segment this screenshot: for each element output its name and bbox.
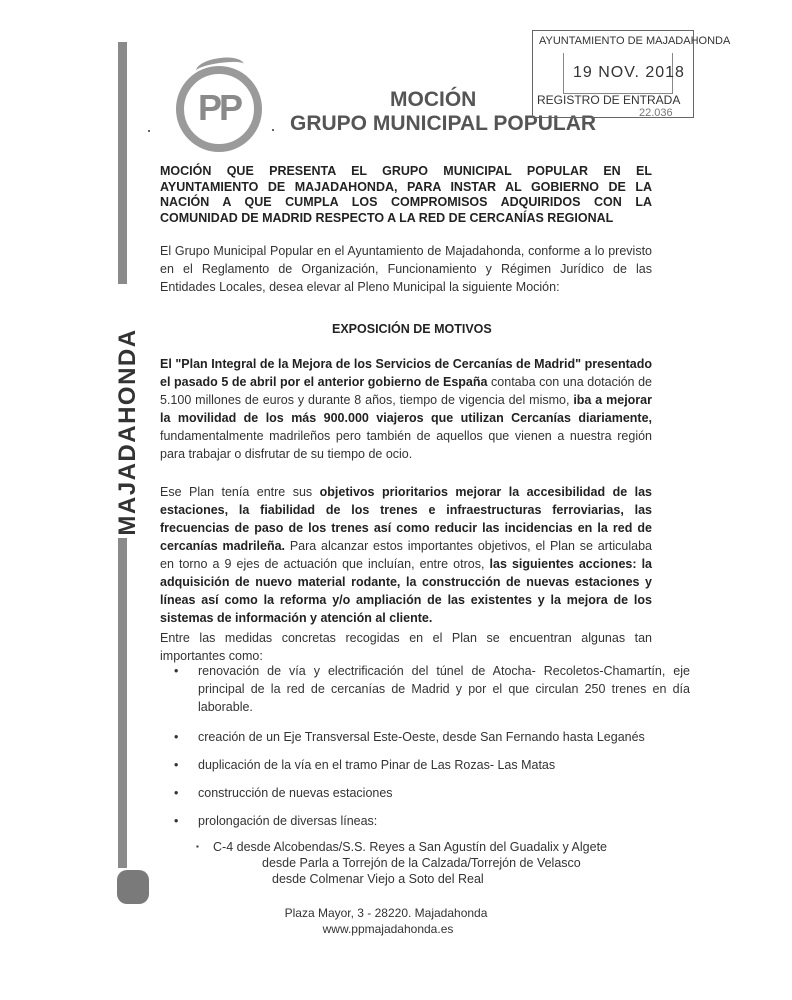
logo-text: PP [197,87,241,128]
paragraph-2 [160,483,652,627]
stamp-registry: REGISTRO DE ENTRADA [537,93,681,107]
stamp-organization: AYUNTAMIENTO DE MAJADAHONDA [539,35,731,47]
stamp-date: 19 NOV. 2018 [573,64,685,81]
list-item: • construcción de nuevas estaciones [160,784,690,802]
sidebar-bar-bottom [118,538,127,868]
page-subtitle: GRUPO MUNICIPAL POPULAR [290,112,597,135]
sidebar-bar-top [118,42,127,284]
section-title: EXPOSICIÓN DE MOTIVOS [332,322,492,336]
p1-text-2: fundamentalmente madrileños pero también de aquellos que vienen a nuestra región para trabajar o disfrutar de su tiempo de ocio. [160,429,652,461]
p2-text-2: Para alcanzar estos importantes objetivos, el Plan se articulaba en torno a 9 ejes de actuación que incluían, entre otros, [160,539,652,571]
footer-address: Plaza Mayor, 3 - 28220. Majadahonda [284,906,488,920]
p1-bold-2: iba a mejorar la movilidad de los más 900.000 viajeros que utilizan Cercanías diariamente, [160,393,652,425]
list-item: • duplicación de la vía en el tramo Pinar de Las Rozas- Las Matas [160,756,690,774]
scan-dot [148,130,150,132]
p1-bold-1: El "Plan Integral de la Mejora de los Servicios de Cercanías de Madrid" presentado el pasado 5 de abril por el anterior gobierno de España [160,357,652,389]
footer-website: www.ppmajadahonda.es [322,922,454,936]
p2-text-1: Ese Plan tenía entre sus [160,485,320,499]
list-item: • renovación de vía y electrificación del túnel de Atocha- Recoletos-Chamartín, eje principal de la red de cercanías de Madrid y por el que circulan 250 trenes en día laborable. [160,662,690,716]
paragraph-1 [160,355,652,463]
list-item: • prolongación de diversas líneas: [160,812,690,830]
stamp-number: 22.036 [639,107,673,119]
p2-bold-2: las siguientes acciones: la adquisición de nuevo material rodante, la construcción de nuevas estaciones y líneas así como la reforma y/o ampliación de las existentes y la mejora de los sistemas de información y atención al cliente. [160,557,652,625]
list-item: • creación de un Eje Transversal Este-Oeste, desde San Fernando hasta Leganés [160,728,690,746]
sidebar-label: MAJADAHONDA [114,328,141,536]
sidebar-dot [117,870,149,904]
sub-list-item: desde Colmenar Viejo a Soto del Real [272,872,484,886]
scan-dot [272,129,274,131]
paragraph-3: Entre las medidas concretas recogidas en el Plan se encuentran algunas tan importantes como: [160,631,652,663]
sub-list-item: ▪ C-4 desde Alcobendas/S.S. Reyes a San Agustín del Guadalix y Algete [213,840,607,854]
motion-heading: MOCIÓN QUE PRESENTA EL GRUPO MUNICIPAL POPULAR EN EL AYUNTAMIENTO DE MAJADAHONDA, PARA INSTAR AL GOBIERNO DE LA NACIÓN A QUE CUMPLA LOS COMPROMISOS ADQUIRIDOS CON LA COMUNIDAD DE MADRID RESPECTO A LA RED DE CERCANÍAS REGIONAL [160,164,652,225]
intro-paragraph: El Grupo Municipal Popular en el Ayuntamiento de Majadahonda, conforme a lo previsto en el Reglamento de Organización, Funcionamiento y Régimen Jurídico de las Entidades Locales, desea elevar al Pleno Municipal la siguiente Moción: [160,244,652,294]
p2-bold-1: objetivos prioritarios mejorar la accesibilidad de las estaciones, la fiabilidad de los trenes e infraestructuras ferroviarias, las frecuencias de paso de los trenes así como reducir las incidencias en la red de cercanías madrileña. [160,485,653,553]
pp-logo [176,66,262,152]
registry-stamp [532,30,731,119]
page-title: MOCIÓN [390,88,477,111]
sub-list-item: desde Parla a Torrejón de la Calzada/Torrejón de Velasco [262,856,581,870]
p1-text-1: contaba con una dotación de 5.100 millones de euros y durante 8 años, tiempo de vigencia del mismo, [160,375,652,407]
